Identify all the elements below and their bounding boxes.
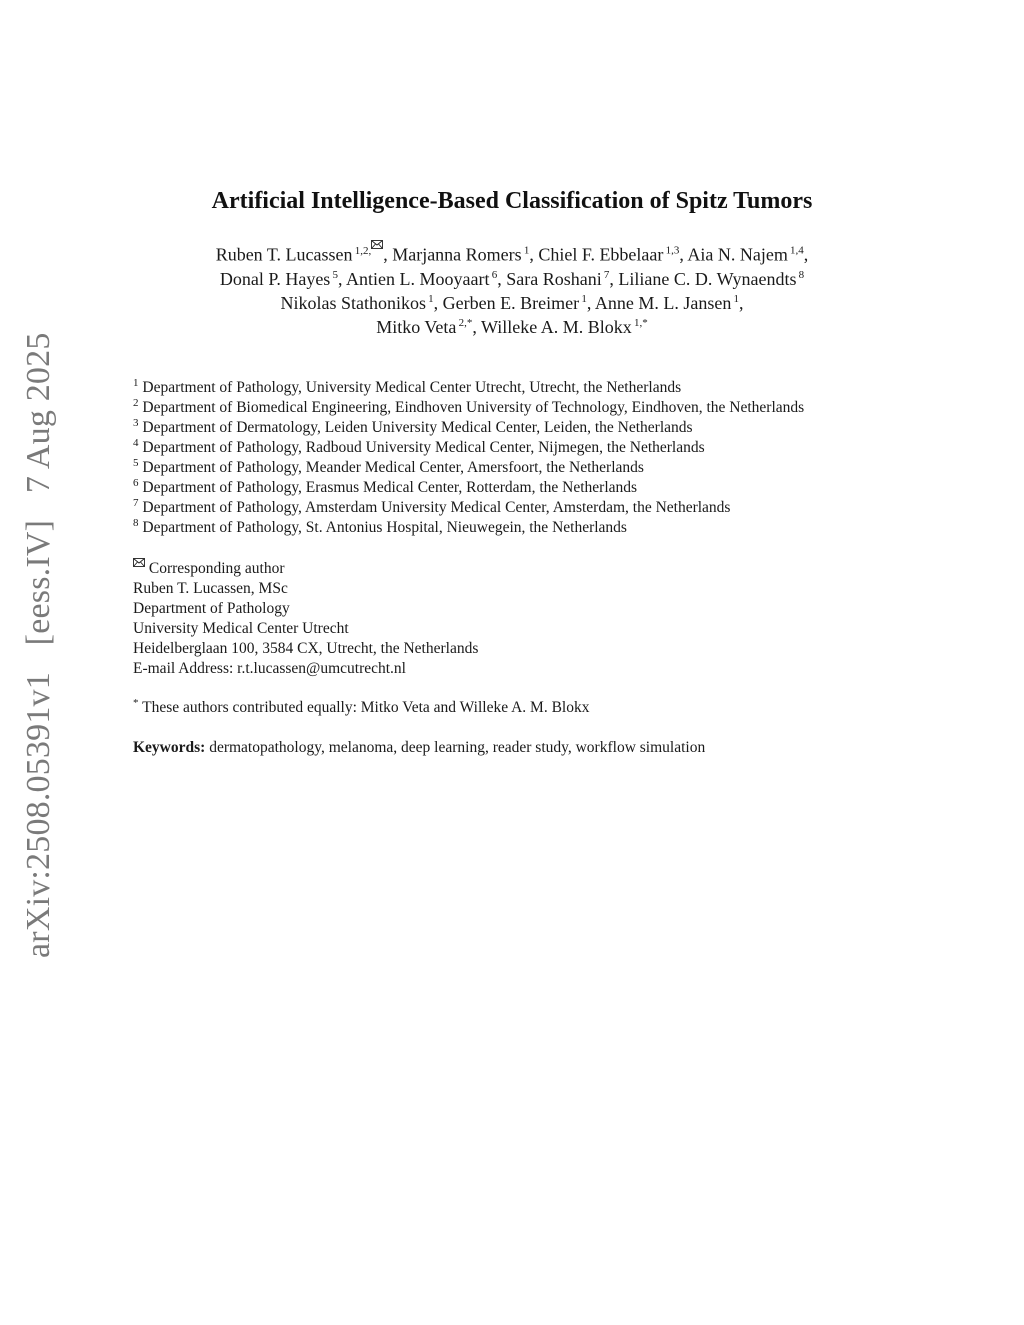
author-name: Anne M. L. Jansen [594, 292, 732, 313]
footnote-mark: * [133, 696, 139, 709]
affiliation-number: 2 [133, 396, 139, 409]
author-affiliation-sup [579, 293, 587, 305]
corresponding-line: Department of Pathology [133, 600, 290, 618]
corresponding-line: Heidelberglaan 100, 3584 CX, Utrecht, the Netherlands [133, 640, 479, 658]
author-line [100, 291, 924, 315]
affiliation-number: 6 [133, 476, 139, 489]
corresponding-line: Ruben T. Lucassen, MSc [133, 580, 288, 598]
author-name: Marjanna Romers [392, 244, 522, 265]
affiliation-numbers: 7 [603, 268, 610, 281]
author-affiliation-sup [426, 293, 434, 305]
affiliation-number: 4 [133, 436, 139, 449]
author-affiliation-sup [796, 269, 804, 281]
affiliation-numbers: 6 [491, 268, 498, 281]
affiliation-text: Department of Pathology, University Medical Center Utrecht, Utrecht, the Netherlands [142, 379, 682, 396]
author-affiliation-sup [353, 245, 384, 257]
author-separator: , [679, 244, 688, 265]
affiliation-text: Department of Pathology, Amsterdam University Medical Center, Amsterdam, the Netherlands [142, 499, 731, 516]
affiliation-number: 8 [133, 516, 139, 529]
affiliation-item [133, 518, 804, 538]
keywords-label: Keywords: [133, 739, 206, 756]
corresponding-line: University Medical Center Utrecht [133, 620, 349, 638]
envelope-icon [371, 240, 383, 249]
author-affiliation-sup [731, 293, 739, 305]
affiliation-text: Department of Pathology, Meander Medical Center, Amersfoort, the Netherlands [142, 459, 644, 476]
envelope-icon [133, 558, 145, 567]
author-separator: , [383, 244, 393, 265]
author-name: Liliane C. D. Wynaendts [618, 268, 797, 289]
paper-title: Artificial Intelligence-Based Classification of Spitz Tumors [211, 188, 813, 214]
affiliation-text: Department of Pathology, Erasmus Medical Center, Rotterdam, the Netherlands [142, 479, 638, 496]
affiliation-text: Department of Biomedical Engineering, Eindhoven University of Technology, Eindhoven, the Netherlands [142, 399, 805, 416]
affiliation-numbers: 1,4 [790, 244, 804, 257]
author-separator: , [497, 268, 507, 289]
author-name: Willeke A. M. Blokx [481, 316, 632, 337]
affiliation-text: Department of Pathology, Radboud University Medical Center, Nijmegen, the Netherlands [142, 439, 705, 456]
arxiv-category: [eess.IV] [20, 519, 57, 646]
arxiv-id: arXiv:2508.05391v1 [20, 672, 57, 958]
affiliation-number: 1 [133, 376, 139, 389]
author-separator: , [472, 316, 482, 337]
affiliation-number: 3 [133, 416, 139, 429]
affiliation-item [133, 378, 804, 398]
arxiv-date: 7 Aug 2025 [20, 332, 57, 494]
author-line [100, 267, 924, 291]
author-list [100, 240, 924, 339]
author-affiliation-sup [456, 317, 472, 329]
affiliation-text: Department of Dermatology, Leiden University Medical Center, Leiden, the Netherlands [142, 419, 693, 436]
affiliation-item [133, 418, 804, 438]
affiliation-text: Department of Pathology, St. Antonius Hospital, Nieuwegein, the Netherlands [142, 519, 627, 536]
affiliation-numbers: 8 [798, 268, 805, 281]
author-name: Antien L. Mooyaart [346, 268, 490, 289]
keywords-text: dermatopathology, melanoma, deep learning, reader study, workflow simulation [209, 739, 706, 756]
author-separator: , [803, 244, 809, 265]
corresponding-heading: Corresponding author [148, 560, 285, 578]
corresponding-heading-line [133, 558, 478, 579]
affiliation-number: 5 [133, 456, 139, 469]
author-line [100, 315, 924, 339]
affiliation-number: 7 [133, 496, 139, 509]
affiliation-item [133, 398, 804, 418]
affiliation-item [133, 438, 804, 458]
author-affiliation-sup [330, 269, 338, 281]
equal-contribution-note [133, 698, 589, 718]
affiliation-numbers: 2,* [458, 316, 473, 329]
author-name: Sara Roshani [506, 268, 602, 289]
affiliation-item [133, 498, 804, 518]
equal-contribution-text: These authors contributed equally: Mitko Veta and Willeke A. M. Blokx [142, 699, 590, 716]
author-separator: , [529, 244, 539, 265]
author-name: Donal P. Hayes [219, 268, 331, 289]
affiliation-numbers: 1 [523, 244, 530, 257]
author-affiliation-sup [663, 245, 679, 257]
affiliation-numbers: 1 [733, 292, 740, 305]
author-name: Chiel F. Ebbelaar [538, 244, 664, 265]
affiliation-numbers: 1 [581, 292, 587, 305]
corresponding-email-line: E-mail Address: r.t.lucassen@umcutrecht.nl [133, 660, 406, 678]
affiliation-numbers: 1,3 [665, 244, 680, 257]
affiliation-item [133, 458, 804, 478]
author-separator: , [338, 268, 347, 289]
author-name: Gerben E. Breimer [442, 292, 580, 313]
keywords-line [133, 738, 705, 758]
author-separator: , [433, 292, 443, 313]
corresponding-author-block [133, 558, 478, 679]
affiliation-numbers: 1 [428, 292, 434, 305]
author-affiliation-sup [632, 317, 648, 329]
author-separator: , [609, 268, 619, 289]
author-separator: , [586, 292, 595, 313]
affiliation-item [133, 478, 804, 498]
author-name: Aia N. Najem [687, 244, 788, 265]
author-name: Mitko Veta [376, 316, 457, 337]
author-affiliation-sup [788, 245, 804, 257]
author-name: Ruben T. Lucassen [215, 244, 353, 265]
affiliation-numbers: 1,2, [354, 244, 372, 257]
author-line [100, 240, 924, 267]
affiliation-numbers: 1,* [634, 316, 648, 329]
author-separator: , [739, 292, 744, 313]
affiliation-numbers: 5 [332, 268, 339, 281]
arxiv-identifier-stamp [20, 314, 58, 958]
affiliation-list [133, 378, 804, 538]
author-name: Nikolas Stathonikos [280, 292, 426, 313]
